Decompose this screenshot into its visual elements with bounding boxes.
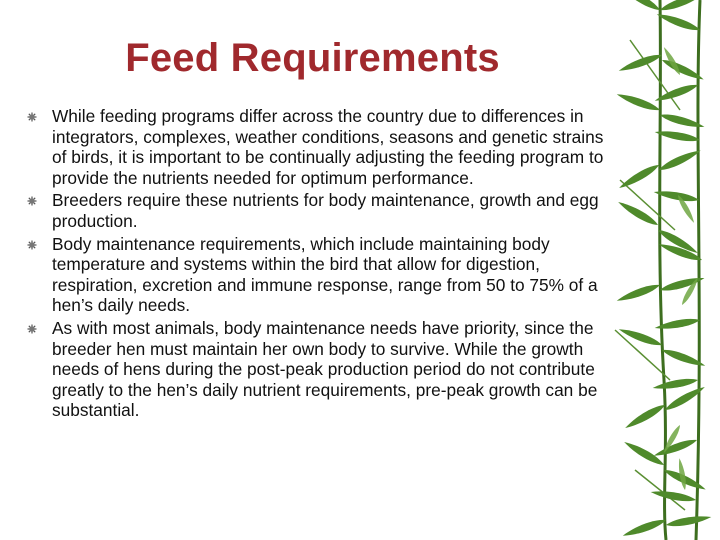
bullet-item xyxy=(26,234,606,316)
bullet-item xyxy=(26,106,606,188)
bullet-marker-icon xyxy=(26,195,38,207)
slide-title: Feed Requirements xyxy=(125,36,500,80)
bullet-text: As with most animals, body maintenance needs have priority, since the breeder hen must maintain her own body to survive. While the growth needs of hens during the post-peak production period do not contribute greatly to the hen’s daily nutrient requirements, pre-peak growth can be substantial. xyxy=(52,317,598,421)
bullet-marker-icon xyxy=(26,111,38,123)
bullet-text: Breeders require these nutrients for body maintenance, growth and egg production. xyxy=(52,190,599,231)
bullet-text: While feeding programs differ across the country due to differences in integrators, complexes, weather conditions, seasons and genetic strains of birds, it is important to be continually adjusting the feeding program to provide the nutrients needed for optimum performance. xyxy=(52,106,604,188)
bullet-item xyxy=(26,190,606,231)
bullet-list xyxy=(26,106,606,423)
bullet-text: Body maintenance requirements, which include maintaining body temperature and systems within the bird that allow for digestion, respiration, excretion and immune response, range from 50 to 75% of a hen’s daily needs. xyxy=(52,233,598,316)
bullet-marker-icon xyxy=(26,239,38,251)
bamboo-leaves-icon xyxy=(590,0,720,540)
bullet-marker-icon xyxy=(26,323,38,335)
bullet-item xyxy=(26,318,606,421)
